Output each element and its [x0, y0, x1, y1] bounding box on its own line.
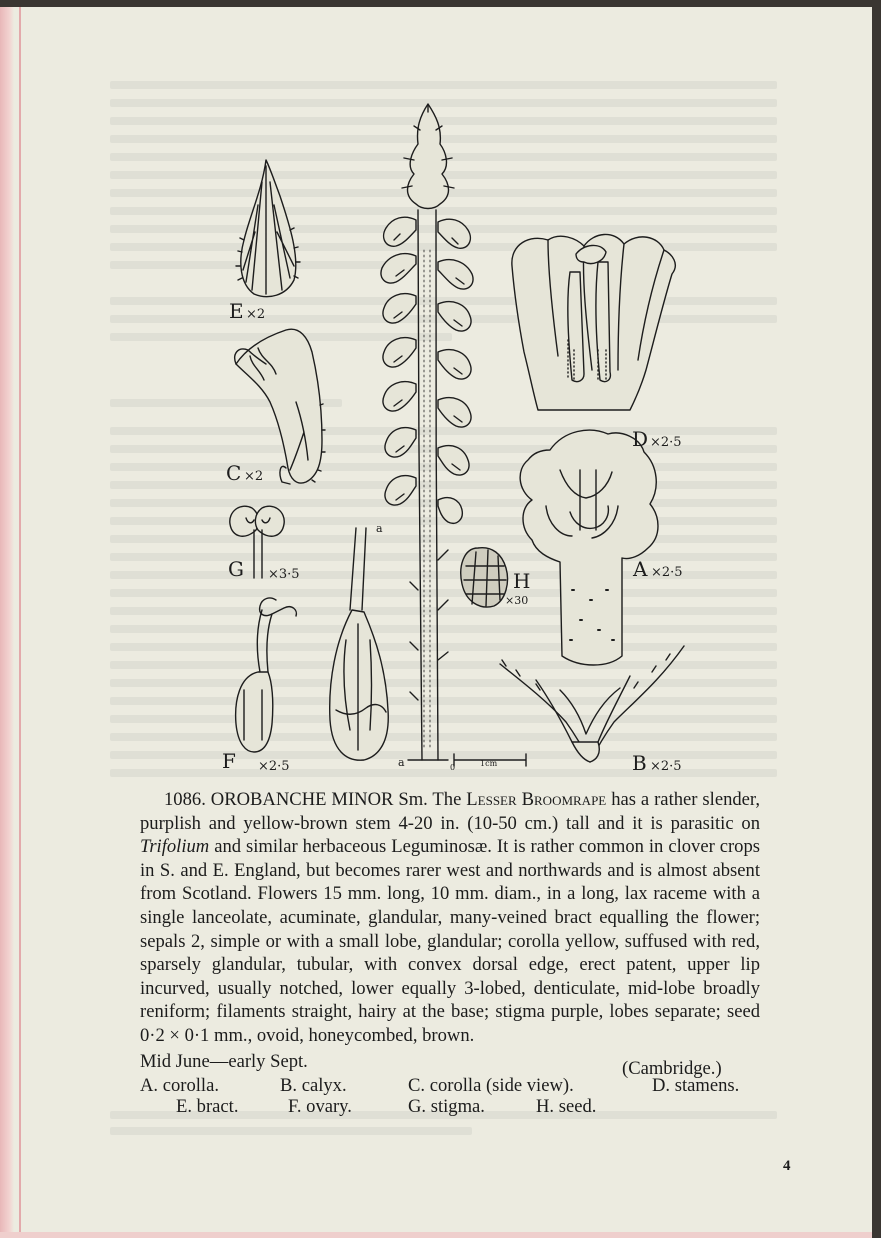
host-genus: Trifolium: [140, 836, 210, 858]
label-f-scale: ×2·5: [258, 759, 290, 774]
caption-d: D. stamens.: [652, 1074, 740, 1096]
label-d: D: [632, 427, 649, 451]
corolla-front-drawing-a: [520, 430, 658, 665]
page-bottom-tint: [0, 1232, 872, 1238]
label-g-scale: ×3·5: [268, 567, 300, 582]
flowering-row: [140, 1048, 760, 1079]
flowering-period: Mid June—early Sept.: [140, 1050, 308, 1072]
label-a: A: [633, 557, 648, 581]
page-number: 4: [783, 1158, 791, 1174]
scale-zero-label: 0: [450, 763, 456, 772]
label-a-scale: ×2·5: [651, 565, 683, 580]
seed-drawing-h: [461, 548, 508, 607]
label-a-lower-bottom: a: [398, 756, 405, 769]
label-a-lower-top: a: [376, 522, 383, 535]
label-f: F: [222, 749, 236, 773]
label-b-scale: ×2·5: [650, 759, 682, 774]
label-e-scale: ×2: [246, 307, 266, 322]
caption-g: G. stigma.: [408, 1095, 485, 1117]
caption-row-1: [140, 1074, 760, 1095]
label-c-scale: ×2: [244, 469, 264, 484]
description-text-1: has a rather slender, purplish and yellow-brown stem 4-20 in. (10-50 cm.) tall and it is parasitic on: [140, 789, 761, 834]
ovary-drawing-f: [236, 598, 297, 752]
label-h-scale: ×30: [505, 594, 529, 607]
caption-c: C. corolla (side view).: [408, 1074, 574, 1096]
corolla-side-drawing-c: [235, 329, 325, 484]
caption-f: F. ovary.: [288, 1095, 352, 1117]
label-e: E: [229, 299, 244, 323]
common-name: Lesser Broomrape: [466, 789, 607, 810]
bract-drawing-e: [236, 160, 300, 297]
caption-e: E. bract.: [176, 1095, 239, 1117]
description-paragraph: [140, 788, 760, 1048]
label-g: G: [228, 557, 244, 581]
species-author: Sm.: [398, 789, 428, 810]
stem-drawing: [381, 104, 473, 760]
caption-row-2: [140, 1095, 760, 1116]
label-d-scale: ×2·5: [650, 435, 682, 450]
caption-h: H. seed.: [536, 1095, 597, 1117]
caption-b: B. calyx.: [280, 1074, 347, 1096]
label-c: C: [226, 461, 242, 485]
stamens-drawing-d: [512, 234, 675, 410]
label-h: H: [513, 569, 531, 593]
species-title: 1086. OROBANCHE MINOR: [164, 789, 394, 810]
description-text-2: and similar herbaceous Leguminosæ. It is rather common in clover crops in S. and E. England, but becomes rarer west and northwards and is almost absent from Scotland. Flowers 15 mm. long, 10 mm. diam., in a long, lax raceme with a single lanceolate, acuminate, glandular, many-veined bract equalling the flower; sepals 2, simple or with a small lobe, glandular; corolla yellow, suffused with red, sparsely glandular, tubular, with convex dorsal edge, erect patent, upper lip incurved, usually notched, lower equally 3-lobed, denticulate, mid-lobe broadly reniform; filaments straight, hairy at the base; stigma purple, lobes separate; seed 0·2 × 0·1 mm., ovoid, honeycombed, brown.: [140, 836, 761, 1046]
collection-location: (Cambridge.): [622, 1057, 722, 1079]
scale-unit-label: 1cm: [480, 759, 498, 768]
stem-base-drawing-a: [330, 528, 389, 760]
species-description: [140, 788, 760, 1116]
the-word: The: [432, 789, 462, 810]
label-b: B: [632, 751, 647, 775]
caption-a: A. corolla.: [140, 1074, 219, 1096]
